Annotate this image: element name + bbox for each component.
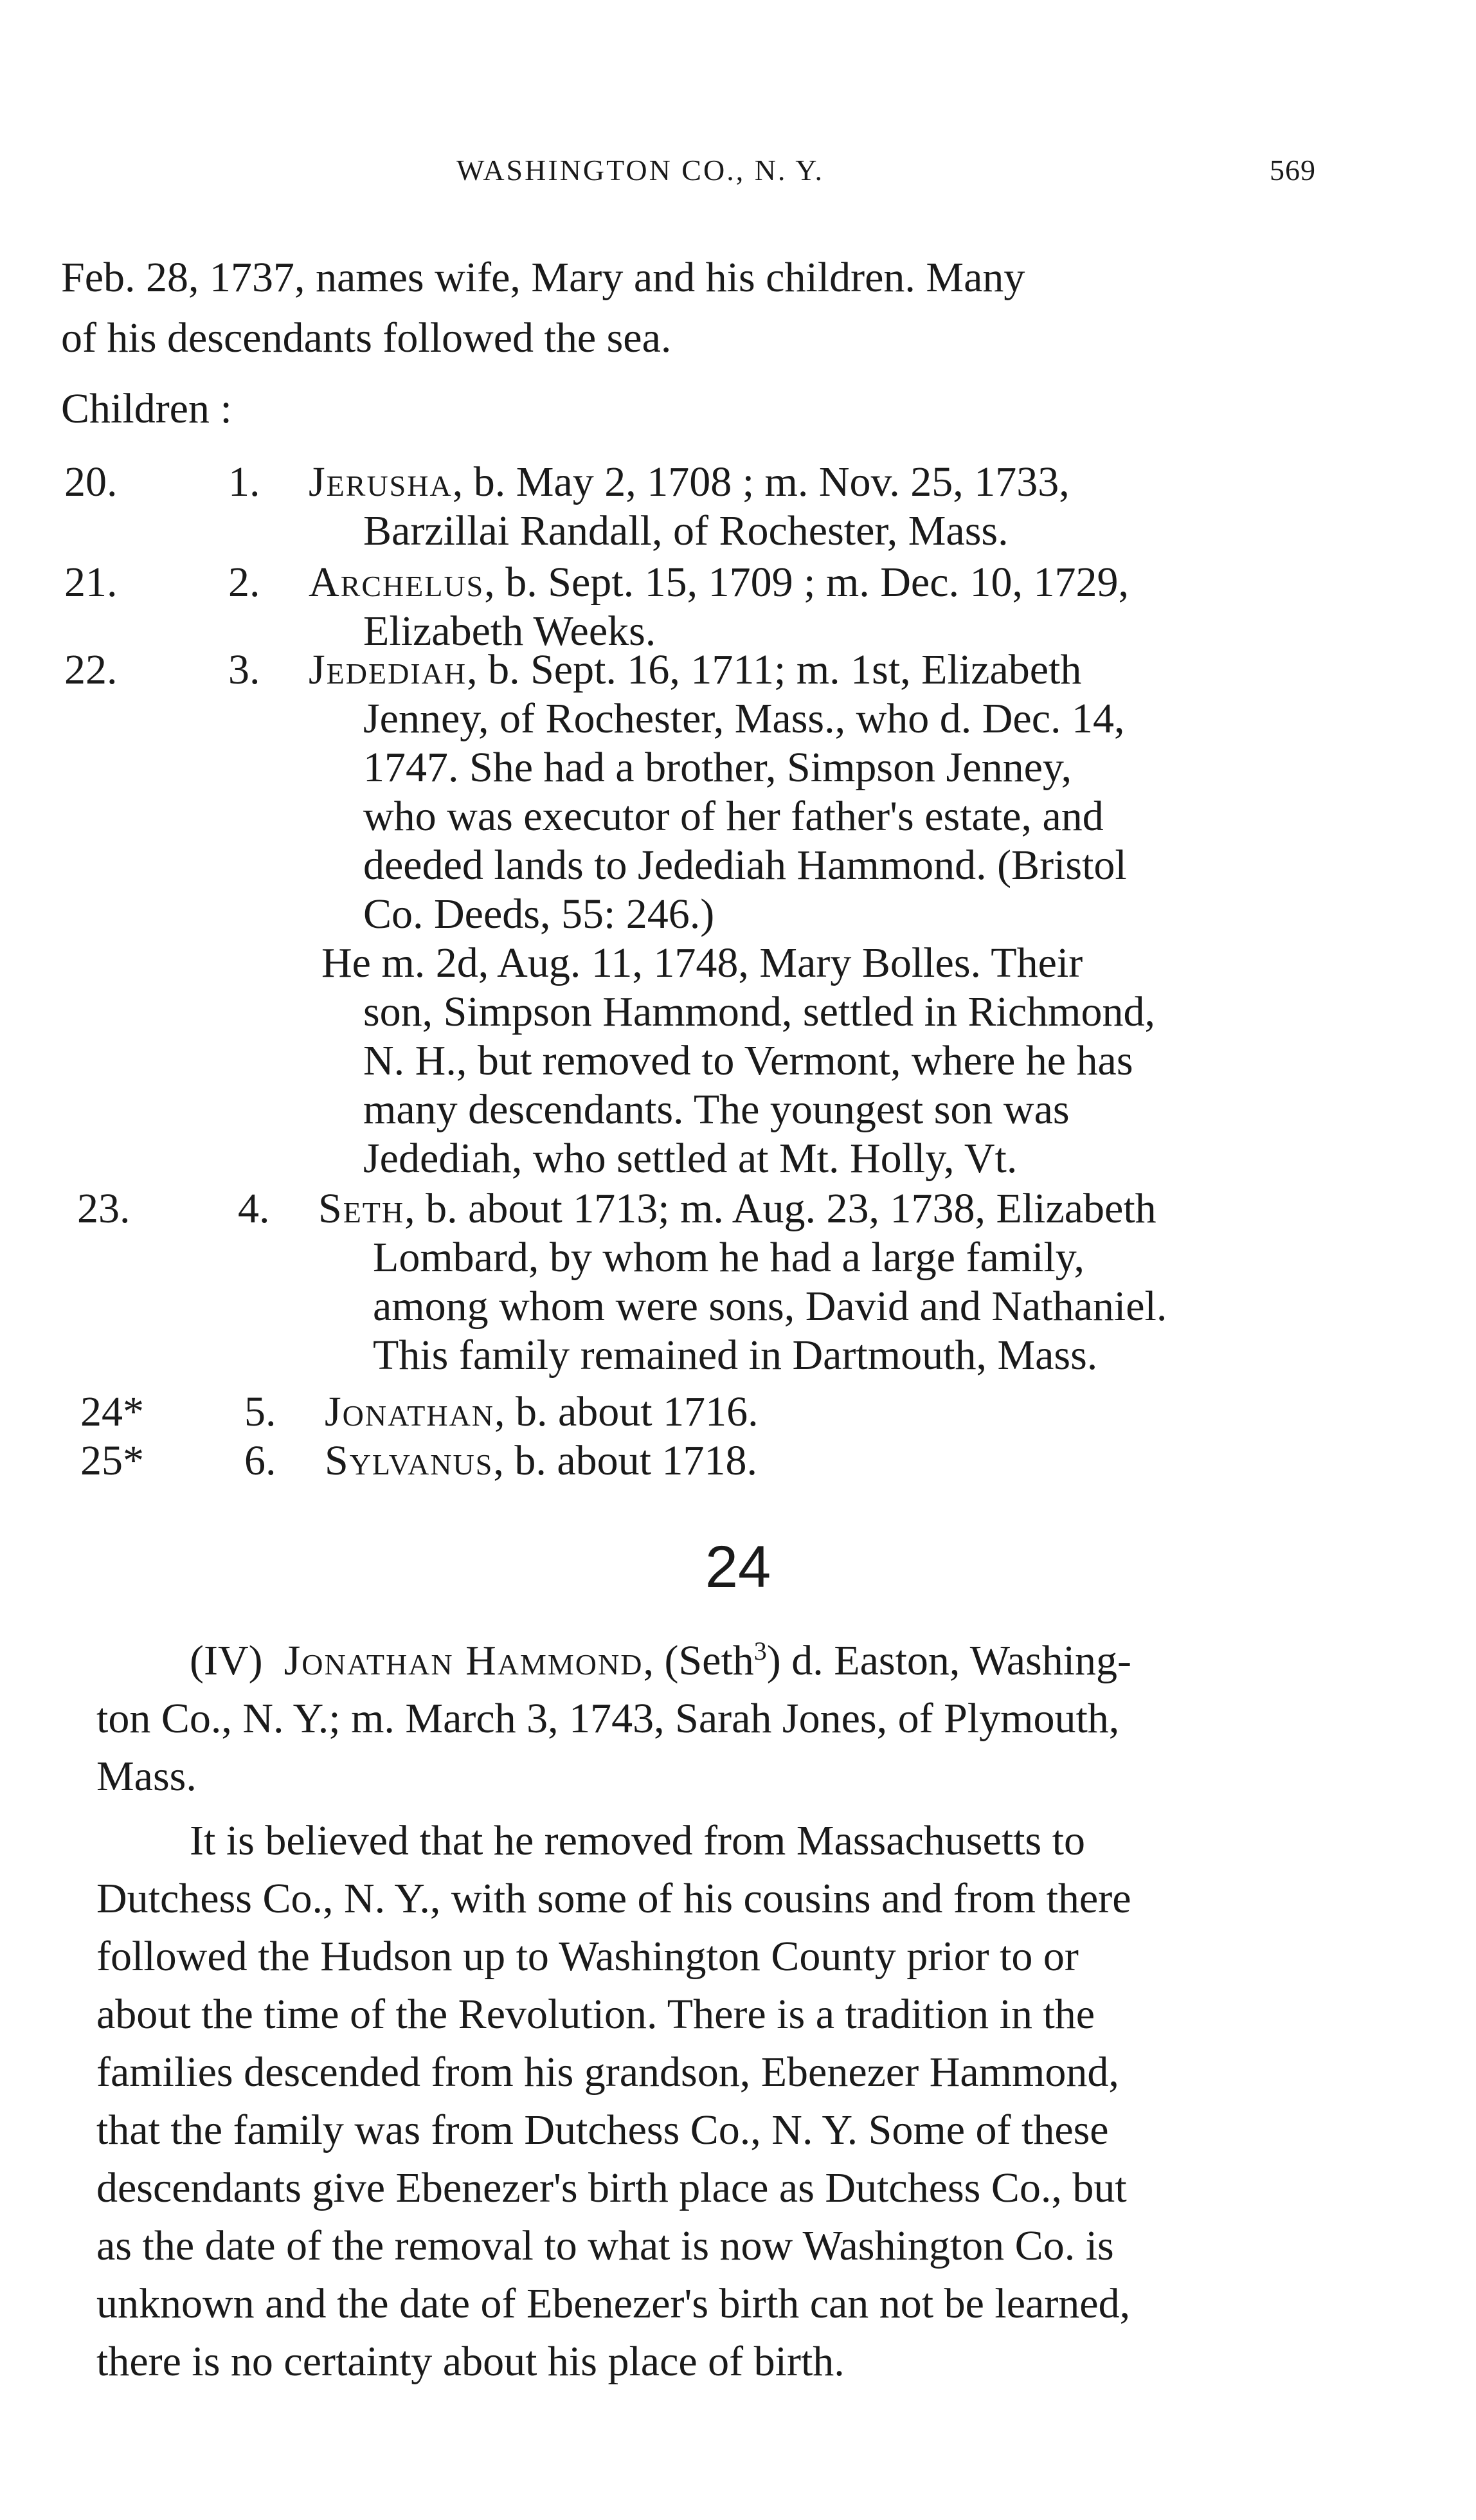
section-number: 24 bbox=[705, 1534, 771, 1600]
intro-line: Feb. 28, 1737, names wife, Mary and his children. Many bbox=[61, 254, 1025, 301]
child-name: Seth bbox=[318, 1185, 405, 1232]
child-text bbox=[309, 558, 1350, 656]
child-line: 1747. She had a brother, Simpson Jenney, bbox=[363, 744, 1072, 791]
child-name: Jonathan bbox=[325, 1388, 495, 1435]
child-name: Jerusha bbox=[309, 458, 453, 505]
child-first-line: , b. Sept. 16, 1711; m. 1st, Elizabeth bbox=[467, 646, 1082, 693]
paragraph-line: descendants give Ebenezer's birth place as Dutchess Co., but bbox=[96, 2164, 1127, 2211]
generation-marker: (IV) bbox=[190, 1637, 263, 1684]
child-line: among whom were sons, David and Nathaniel. bbox=[373, 1283, 1167, 1330]
child-ordinal: 2. bbox=[228, 559, 260, 606]
child-sub-line: N. H., but removed to Vermont, where he has bbox=[363, 1037, 1133, 1084]
running-head bbox=[0, 153, 1476, 198]
child-first-line: , b. Sept. 15, 1709 ; m. Dec. 10, 1729, bbox=[484, 559, 1130, 606]
paragraph-line: It is believed that he removed from Massachusetts to bbox=[190, 1817, 1085, 1864]
paragraph-line: about the time of the Revolution. There is a tradition in the bbox=[96, 1991, 1095, 2038]
child-first-line: , b. about 1713; m. Aug. 23, 1738, Elizabeth bbox=[404, 1185, 1156, 1232]
child-text bbox=[318, 1184, 1360, 1380]
heading-line-rest: ) d. Easton, Washing- bbox=[766, 1637, 1132, 1684]
running-head-title: WASHINGTON CO., N. Y. bbox=[456, 154, 825, 186]
child-register-number: 22. bbox=[64, 646, 118, 693]
child-register-number: 21. bbox=[64, 559, 118, 606]
child-line: Elizabeth Weeks. bbox=[363, 608, 656, 655]
child-register-number: 20. bbox=[64, 458, 118, 505]
child-text bbox=[309, 458, 1350, 556]
paragraph-line: as the date of the removal to what is now Washington Co. is bbox=[96, 2222, 1114, 2269]
child-sub-line: many descendants. The youngest son was bbox=[363, 1086, 1070, 1133]
paragraph-line: followed the Hudson up to Washington County prior to or bbox=[96, 1933, 1079, 1980]
child-line: Lombard, by whom he had a large family, bbox=[373, 1234, 1085, 1281]
intro-line: of his descendants followed the sea. bbox=[61, 314, 672, 361]
paragraph-line: that the family was from Dutchess Co., N. Y. Some of these bbox=[96, 2107, 1109, 2153]
child-ordinal: 6. bbox=[244, 1437, 276, 1484]
child-text bbox=[309, 646, 1350, 1183]
children-label: Children : bbox=[61, 385, 232, 432]
child-ordinal: 3. bbox=[228, 646, 260, 693]
paragraph-line: there is no certainty about his place of birth. bbox=[96, 2338, 845, 2385]
child-ordinal: 1. bbox=[228, 458, 260, 505]
child-line: Co. Deeds, 55: 246.) bbox=[363, 891, 715, 938]
paragraph-line: families descended from his grandson, Ebenezer Hammond, bbox=[96, 2049, 1119, 2096]
child-text bbox=[325, 1388, 1366, 1437]
parent-reference: , (Seth bbox=[643, 1637, 754, 1684]
paragraph-line: unknown and the date of Ebenezer's birth can not be learned, bbox=[96, 2280, 1131, 2327]
page-number: 569 bbox=[1270, 154, 1316, 186]
section-first-paragraph bbox=[96, 1632, 1376, 1806]
child-line: This family remained in Dartmouth, Mass. bbox=[373, 1332, 1098, 1379]
child-register-number: 23. bbox=[77, 1185, 130, 1232]
child-ordinal: 4. bbox=[238, 1185, 270, 1232]
person-name: Jonathan Hammond bbox=[284, 1637, 644, 1684]
child-name: Jedediah bbox=[309, 646, 467, 693]
child-name: Archelus bbox=[309, 559, 485, 606]
intro-paragraph bbox=[61, 248, 1347, 368]
child-line: deeded lands to Jedediah Hammond. (Bristol bbox=[363, 842, 1127, 889]
child-sub-line: Jedediah, who settled at Mt. Holly, Vt. bbox=[363, 1135, 1018, 1182]
child-sub-first-line: He m. 2d, Aug. 11, 1748, Mary Bolles. Their bbox=[321, 939, 1083, 986]
child-register-number: 24* bbox=[80, 1388, 144, 1435]
child-name: Sylvanus bbox=[325, 1437, 494, 1484]
paragraph-line: ton Co., N. Y.; m. March 3, 1743, Sarah Jones, of Plymouth, bbox=[96, 1695, 1120, 1742]
child-register-number: 25* bbox=[80, 1437, 144, 1484]
child-first-line: , b. about 1718. bbox=[493, 1437, 757, 1484]
child-first-line: , b. May 2, 1708 ; m. Nov. 25, 1733, bbox=[452, 458, 1070, 505]
child-line: Jenney, of Rochester, Mass., who d. Dec. 14, bbox=[363, 695, 1125, 742]
child-text bbox=[325, 1437, 1366, 1485]
generation-superscript: 3 bbox=[753, 1636, 767, 1665]
section-second-paragraph bbox=[96, 1812, 1376, 2391]
child-sub-line: son, Simpson Hammond, settled in Richmond, bbox=[363, 988, 1155, 1035]
section-heading-line bbox=[96, 1632, 1376, 1690]
child-ordinal: 5. bbox=[244, 1388, 276, 1435]
paragraph-line: Mass. bbox=[96, 1753, 197, 1800]
child-line: Barzillai Randall, of Rochester, Mass. bbox=[363, 507, 1009, 554]
child-line: who was executor of her father's estate, and bbox=[363, 793, 1104, 840]
child-first-line: , b. about 1716. bbox=[494, 1388, 759, 1435]
paragraph-line: Dutchess Co., N. Y., with some of his cousins and from there bbox=[96, 1875, 1131, 1922]
